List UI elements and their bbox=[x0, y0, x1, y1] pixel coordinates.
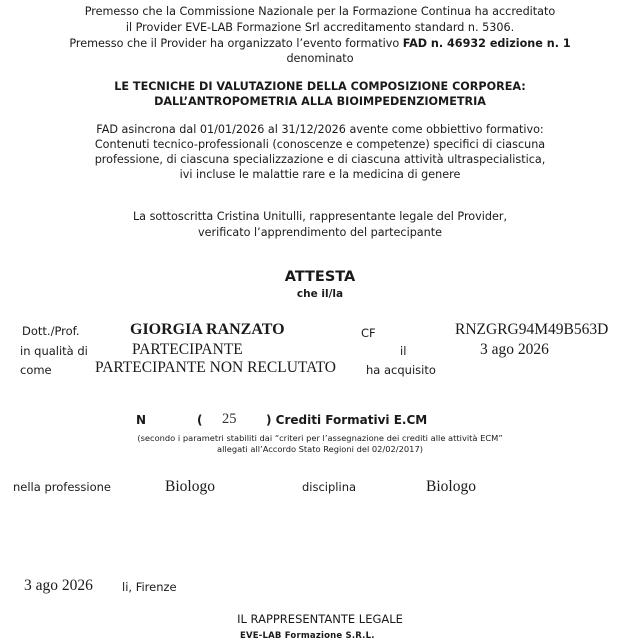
description-line-3: professione, di ciascuna specializzazione e di ciascuna attività ultraspecialistica, bbox=[94, 153, 546, 166]
signer-line-2: verificato l’apprendimento del partecipante bbox=[197, 226, 443, 239]
provider-stamp: EVE-LAB Formazione S.R.L. bbox=[240, 631, 375, 641]
discipline-label: disciplina bbox=[302, 480, 357, 494]
participant-role: PARTECIPANTE bbox=[132, 341, 243, 358]
credits-value: 25 bbox=[222, 411, 237, 427]
credits-note-line-2: allegati all’Accordo Stato Regioni del 02/02/2017) bbox=[217, 444, 423, 454]
participation-date: 3 ago 2026 bbox=[480, 341, 549, 358]
participant-name: GIORGIA RANZATO bbox=[130, 321, 285, 338]
discipline-value: Biologo bbox=[426, 478, 476, 495]
credits-open-paren: ( bbox=[197, 413, 203, 427]
footer-date: 3 ago 2026 bbox=[24, 577, 93, 594]
credits-n-label: N bbox=[136, 413, 147, 427]
event-title-line-1: LE TECNICHE DI VALUTAZIONE DELLA COMPOSIZIONE CORPOREA: bbox=[114, 80, 526, 93]
name-label: Dott./Prof. bbox=[22, 324, 80, 338]
profession-value: Biologo bbox=[165, 478, 215, 495]
profession-label: nella professione bbox=[13, 480, 111, 494]
acquired-label: ha acquisito bbox=[366, 363, 436, 377]
description-line-2: Contenuti tecnico-professionali (conoscenze e competenze) specifici di ciascuna bbox=[94, 138, 546, 151]
description-line-1: FAD asincrona dal 01/01/2026 al 31/12/2026 avente come obbiettivo formativo: bbox=[96, 123, 544, 136]
description-line-4: ivi incluse le malattie rare e la medicina di genere bbox=[179, 168, 461, 181]
fiscal-code: RNZGRG94M49B563D bbox=[455, 321, 609, 338]
cf-label: CF bbox=[361, 326, 376, 340]
date-label: il bbox=[400, 344, 407, 358]
signer-line-1: La sottoscritta Cristina Unitulli, rappresentante legale del Provider, bbox=[132, 210, 508, 223]
as-label: come bbox=[20, 363, 52, 377]
intro-line-4: denominato bbox=[286, 52, 354, 65]
attesta-subtitle: che il/la bbox=[296, 288, 344, 300]
legal-representative-label: IL RAPPRESENTANTE LEGALE bbox=[237, 612, 403, 626]
intro-line-3-prefix: Premesso che il Provider ha organizzato l’evento formativo bbox=[69, 37, 403, 50]
role-label: in qualità di bbox=[20, 344, 88, 358]
intro-line-1: Premesso che la Commissione Nazionale per la Formazione Continua ha accreditato bbox=[84, 5, 556, 18]
participant-type: PARTECIPANTE NON RECLUTATO bbox=[95, 359, 336, 376]
credits-label: ) Crediti Formativi E.CM bbox=[266, 413, 428, 427]
attesta-title: ATTESTA bbox=[284, 269, 356, 285]
credits-note-line-1: (secondo i parametri stabiliti dai “criteri per l’assegnazione dei crediti alle attività ECM” bbox=[137, 433, 503, 443]
intro-line-2: il Provider EVE-LAB Formazione Srl accreditamento standard n. 5306. bbox=[125, 21, 515, 34]
event-title-line-2: DALL’ANTROPOMETRIA ALLA BIOIMPEDENZIOMETRIA bbox=[154, 95, 486, 108]
footer-place: li, Firenze bbox=[122, 580, 177, 594]
event-fad-number: FAD n. 46932 edizione n. 1 bbox=[402, 37, 571, 50]
intro-line-3 bbox=[0, 36, 640, 52]
